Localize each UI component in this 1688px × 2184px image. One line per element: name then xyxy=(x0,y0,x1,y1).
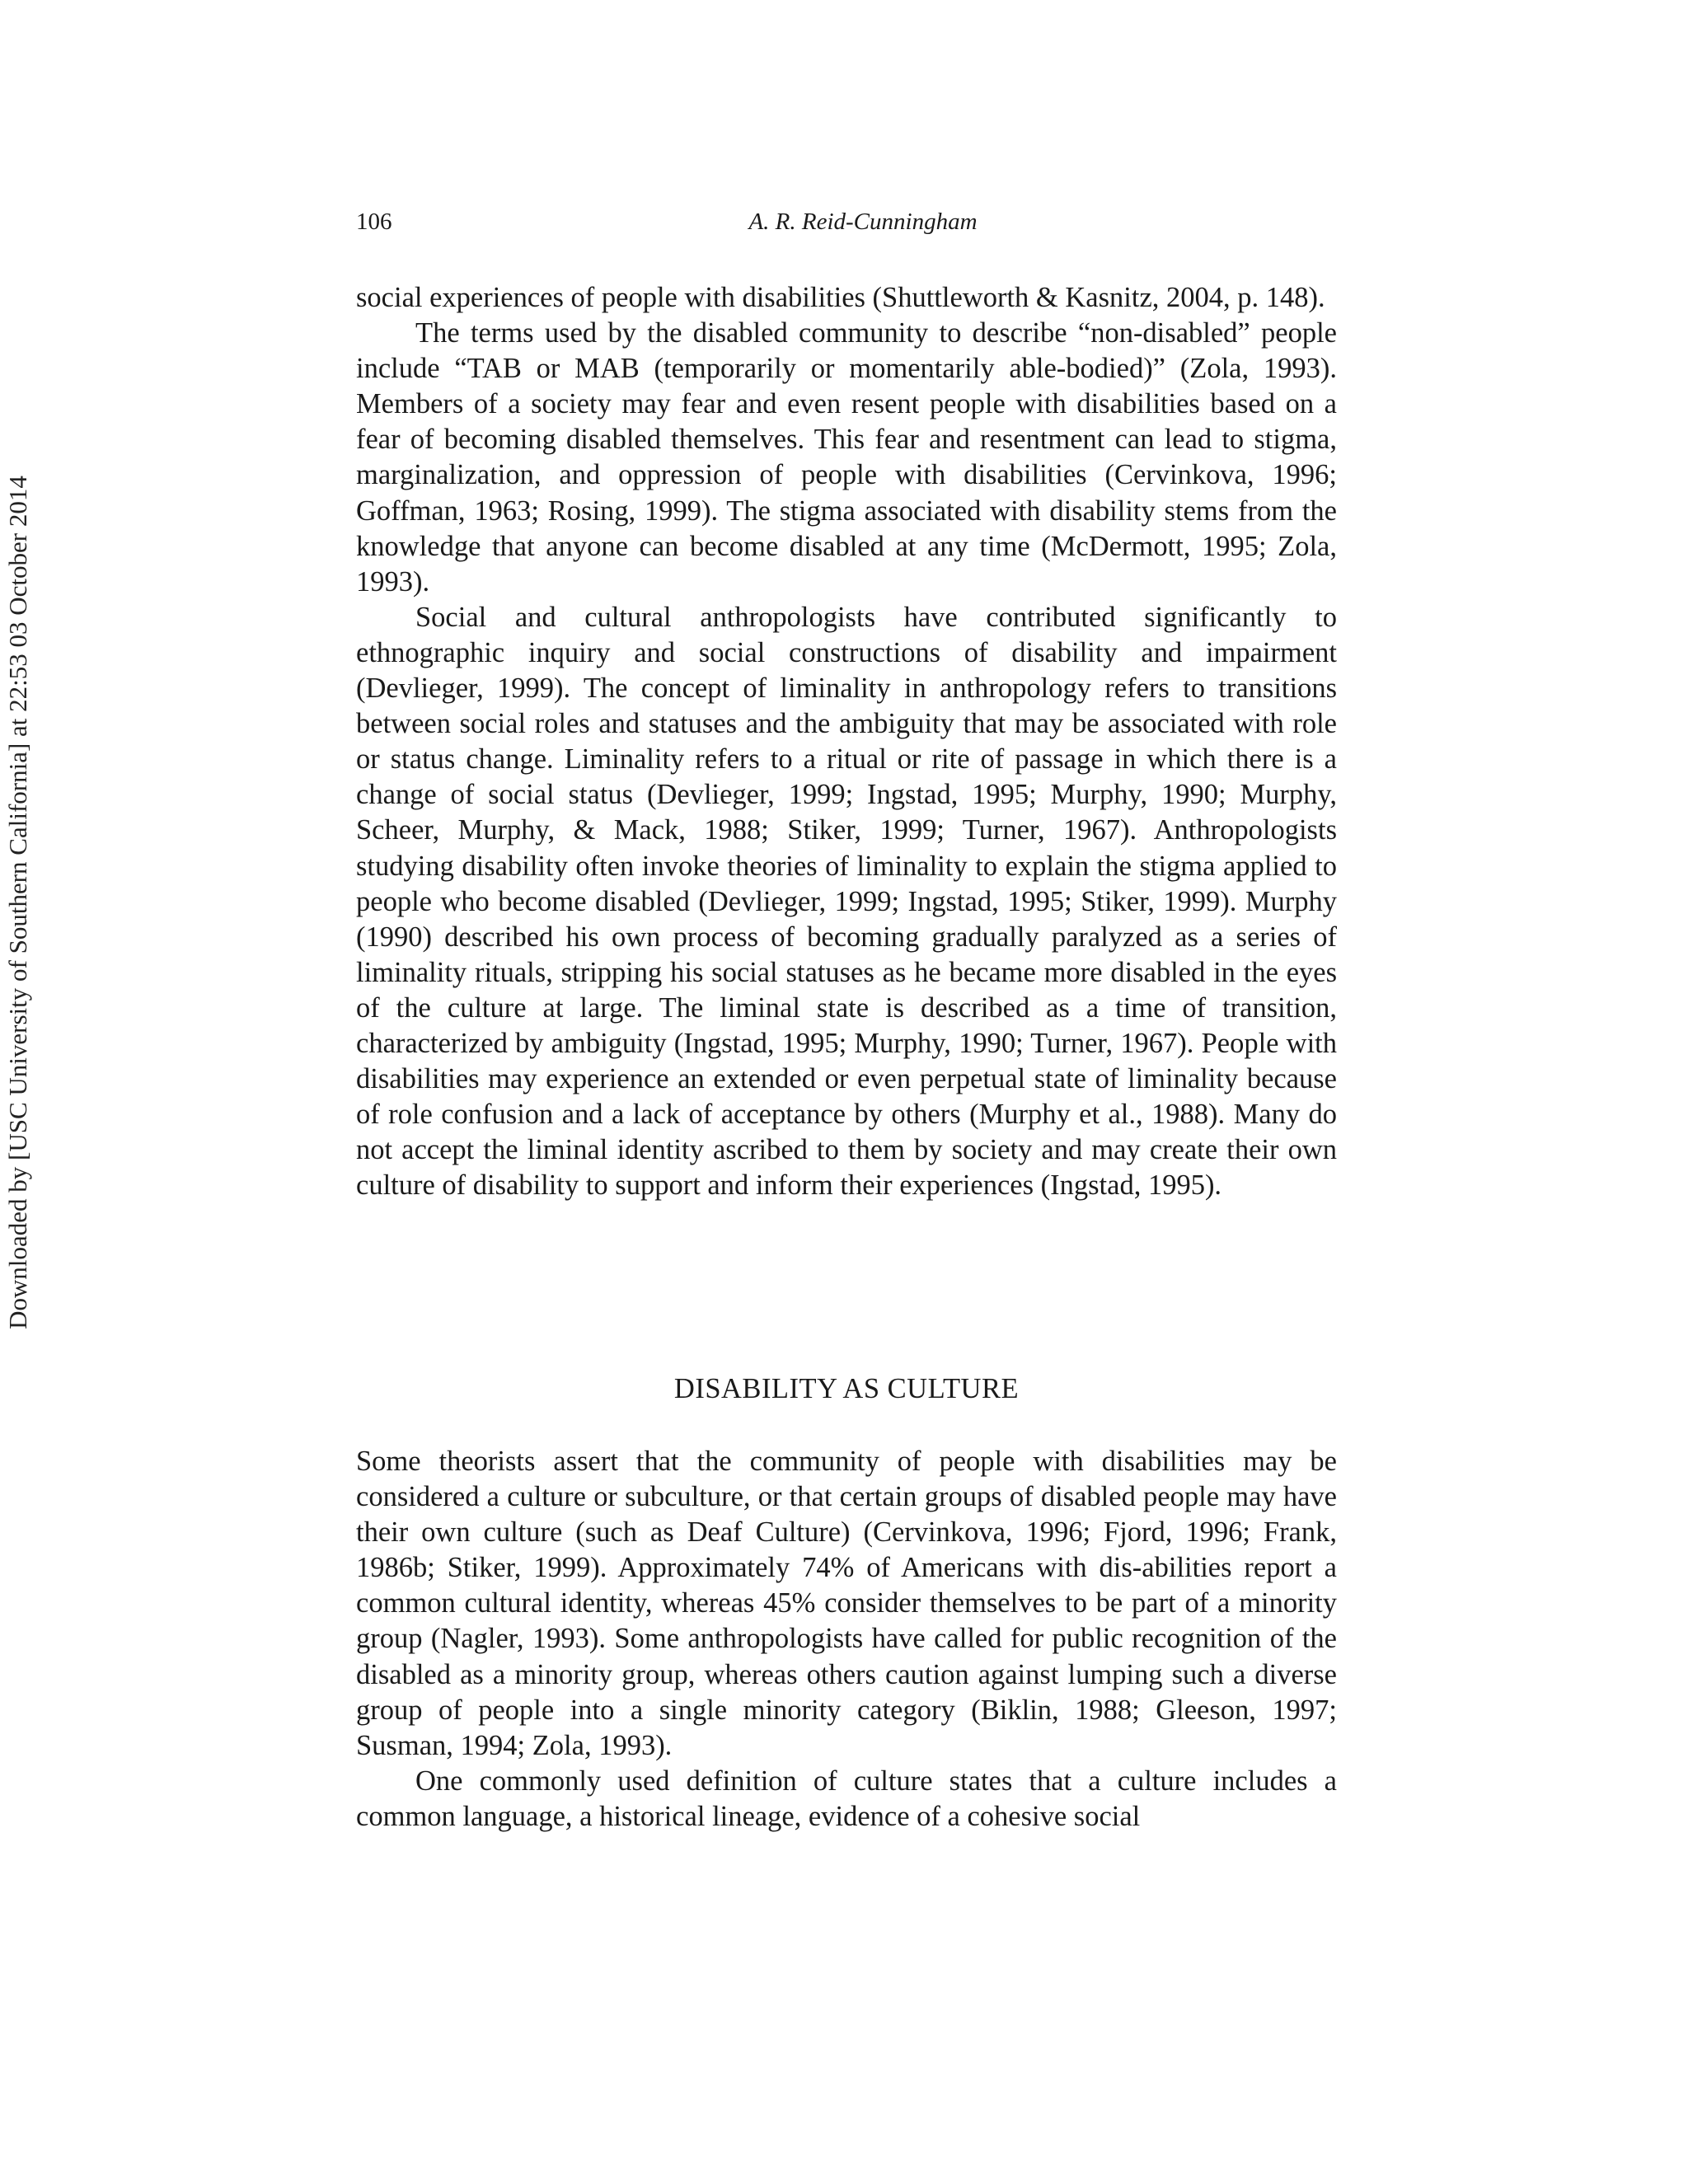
running-head xyxy=(356,209,1337,241)
paragraph: The terms used by the disabled community to describe “non-disabled” people include “TAB or MAB (temporarily or momentarily able-bodied)” (Zola, 1993). Members of a society may fear and even resent people with disabilities based on a fear of becoming disabled themselves. This fear and resentment can lead to stigma, marginalization, and oppression of people with disabilities (Cervinkova, 1996; Goffman, 1963; Rosing, 1999). The stigma associated with disability stems from the knowledge that anyone can become disabled at any time (McDermott, 1995; Zola, 1993). xyxy=(356,317,1337,598)
paragraph: Social and cultural anthropologists have contributed significantly to ethnographic inquiry and social constructions of disability and impairment (Devlieger, 1999). The concept of liminality in anthropology refers to transitions between social roles and statuses and the ambiguity that may be associated with role or status change. Liminality refers to a ritual or rite of passage in which there is a change of social status (Devlieger, 1999; Ingstad, 1995; Murphy, 1990; Murphy, Scheer, Murphy, & Mack, 1988; Stiker, 1999; Turner, 1967). Anthropologists studying disability often invoke theories of liminality to explain the stigma applied to people who become disabled (Devlieger, 1999; Ingstad, 1995; Stiker, 1999). Murphy (1990) described his own process of becoming gradually paralyzed as a series of liminality rituals, stripping his social statuses as he became more disabled in the eyes of the culture at large. The liminal state is described as a time of transition, characterized by ambiguity (Ingstad, 1995; Murphy, 1990; Turner, 1967). People with disabilities may experience an extended or even perpetual state of liminality because of role confusion and a lack of acceptance by others (Murphy et al., 1988). Many do not accept the liminal identity ascribed to them by society and may create their own culture of disability to support and inform their experiences (Ingstad, 1995). xyxy=(356,601,1337,1202)
running-author: A. R. Reid-Cunningham xyxy=(748,209,978,235)
paragraph: One commonly used definition of culture states that a culture includes a common language, a historical lineage, evidence of a cohesive social xyxy=(356,1765,1337,1832)
section-body-2 xyxy=(356,1444,1337,1835)
page-number: 106 xyxy=(356,209,392,235)
download-watermark: Downloaded by [USC University of Southern California] at 22:53 03 October 2014 xyxy=(3,476,32,1329)
section-heading: DISABILITY AS CULTURE xyxy=(673,1373,1020,1404)
section-body-1 xyxy=(356,280,1337,1203)
paragraph-continued: social experiences of people with disabilities (Shuttleworth & Kasnitz, 2004, p. 148). xyxy=(356,282,1325,313)
paragraph: Some theorists assert that the community of people with disabilities may be considered a culture or subculture, or that certain groups of disabled people may have their own culture (such as Deaf Culture) (Cervinkova, 1996; Fjord, 1996; Frank, 1986b; Stiker, 1999). Approximately 74% of Americans with dis-abilities report a common cultural identity, whereas 45% consider themselves to be part of a minority group (Nagler, 1993). Some anthropologists have called for public recognition of the disabled as a minority group, whereas others caution against lumping such a diverse group of people into a single minority category (Biklin, 1988; Gleeson, 1997; Susman, 1994; Zola, 1993). xyxy=(356,1446,1337,1761)
